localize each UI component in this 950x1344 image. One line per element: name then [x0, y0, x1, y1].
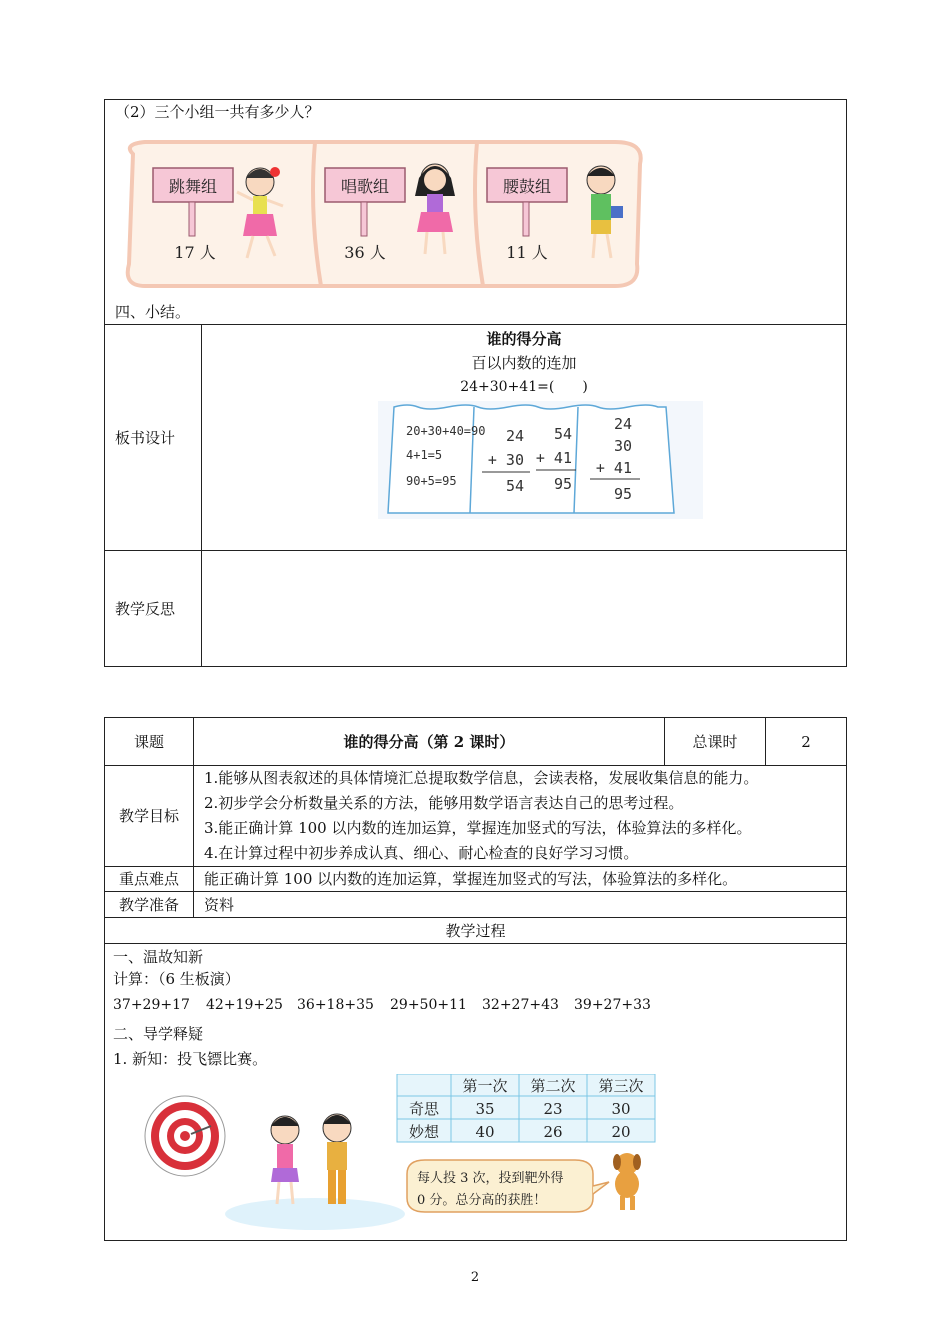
handwritten-calc-card	[378, 401, 703, 519]
score-cell: 20	[611, 1123, 631, 1141]
hw-left-line: 4+1=5	[406, 448, 443, 462]
singing-group-label: 唱歌组	[340, 177, 390, 196]
goals-label: 教学目标	[118, 807, 179, 825]
score-cell: 23	[543, 1100, 563, 1118]
calc-item: 32+27+43	[482, 997, 559, 1013]
drum-group-label: 腰鼓组	[502, 177, 552, 196]
drum-group-count: 11 人	[506, 243, 548, 262]
new-knowledge-text: 1. 新知：投飞镖比赛。	[113, 1050, 268, 1068]
hours-value: 2	[801, 732, 811, 751]
lesson-table	[104, 717, 847, 1241]
hw-col4-line: 30	[613, 437, 632, 455]
board-subtitle: 百以内数的连加	[471, 354, 577, 372]
calc-item: 42+19+25	[206, 997, 283, 1013]
goals-label-cell	[105, 766, 194, 867]
dance-group-count: 17 人	[174, 243, 216, 262]
topic-cell	[194, 718, 665, 766]
hw-left-line: 90+5=95	[406, 474, 457, 488]
hw-col4-line: 95	[613, 485, 632, 503]
speech-line: 0 分。总分高的获胜！	[417, 1193, 547, 1208]
section-guide-heading: 二、导学释疑	[113, 1025, 204, 1043]
process-label: 教学过程	[445, 921, 506, 940]
hw-col4-line: 24	[613, 415, 632, 433]
prep-cell	[194, 892, 847, 918]
board-design-label-cell	[105, 325, 202, 551]
girl-figure	[271, 1116, 299, 1204]
score-cell: 35	[475, 1100, 495, 1118]
hw-col2-line: 24	[505, 427, 524, 445]
score-row-name: 奇思	[408, 1100, 440, 1118]
section-review-heading: 一、温故知新	[113, 948, 204, 966]
score-header: 第三次	[598, 1077, 644, 1095]
goal-item: 4.在计算过程中初步养成认真、细心、耐心检查的良好学习习惯。	[204, 844, 639, 862]
topic-label-cell	[105, 718, 194, 766]
board-design-label: 板书设计	[115, 428, 176, 447]
dartboard-icon	[145, 1096, 225, 1176]
goals-cell	[194, 766, 847, 867]
dart-illustration	[115, 1074, 675, 1236]
process-header-cell	[105, 918, 847, 944]
board-table	[104, 99, 847, 667]
calc-intro: 计算：（6 生板演）	[113, 970, 240, 988]
reflection-label-cell	[105, 551, 202, 667]
question-text: （2）三个小组一共有多少人？	[115, 103, 320, 121]
score-row-name: 妙想	[408, 1123, 440, 1141]
dance-group-label: 跳舞组	[168, 177, 218, 196]
problem-cell	[105, 100, 847, 325]
hw-col2-line: 54	[505, 477, 524, 495]
key-cell	[194, 867, 847, 892]
board-design-cell	[202, 325, 847, 551]
score-table	[397, 1074, 655, 1142]
board-title: 谁的得分高	[486, 330, 562, 348]
score-cell: 26	[543, 1123, 563, 1141]
key-points: 能正确计算 100 以内数的连加运算，掌握连加竖式的写法，体验算法的多样化。	[204, 870, 738, 888]
prep-label: 教学准备	[118, 895, 179, 914]
boy-figure	[323, 1114, 351, 1204]
hours-label-cell	[665, 718, 766, 766]
speech-line: 每人投 3 次，投到靶外得	[417, 1171, 564, 1186]
group-illustration	[115, 134, 645, 294]
hw-col3-line: 95	[553, 475, 572, 493]
score-cell: 40	[475, 1123, 495, 1141]
speech-bubble	[407, 1160, 609, 1212]
key-label-cell	[105, 867, 194, 892]
hours-cell	[766, 718, 847, 766]
lesson-topic: 谁的得分高（第 2 课时）	[343, 732, 515, 751]
hw-left-line: 20+30+40=90	[406, 424, 486, 438]
process-content-cell	[105, 944, 847, 1241]
hw-col3-line: 54	[553, 425, 572, 443]
score-header: 第二次	[530, 1077, 576, 1095]
hw-col4-line: + 41	[595, 459, 632, 477]
calc-item: 29+50+11	[390, 997, 467, 1013]
key-label: 重点难点	[118, 870, 179, 888]
reflection-label: 教学反思	[115, 599, 176, 618]
singing-group-count: 36 人	[344, 243, 386, 262]
calc-item: 39+27+33	[574, 997, 651, 1013]
hw-col2-line: + 30	[487, 451, 524, 469]
hours-label: 总课时	[692, 732, 738, 751]
reflection-content-cell	[202, 551, 847, 667]
page-number: 2	[470, 1270, 480, 1285]
topic-label: 课题	[133, 732, 164, 751]
prep-label-cell	[105, 892, 194, 918]
summary-text: 四、小结。	[115, 303, 191, 321]
board-equation: 24+30+41=( )	[460, 379, 588, 395]
score-cell: 30	[611, 1100, 631, 1118]
goal-item: 2.初步学会分析数量关系的方法，能够用数学语言表达自己的思考过程。	[204, 794, 684, 812]
hw-col3-line: + 41	[535, 449, 572, 467]
calc-item: 37+29+17	[113, 997, 190, 1013]
prep-value: 资料	[204, 895, 235, 914]
score-header: 第一次	[462, 1077, 508, 1095]
dog-mascot-icon	[613, 1153, 641, 1210]
goal-item: 1.能够从图表叙述的具体情境汇总提取数学信息，会读表格，发展收集信息的能力。	[204, 769, 759, 787]
calc-item: 36+18+35	[297, 997, 374, 1013]
goal-item: 3.能正确计算 100 以内数的连加运算，掌握连加竖式的写法，体验算法的多样化。	[204, 819, 752, 837]
